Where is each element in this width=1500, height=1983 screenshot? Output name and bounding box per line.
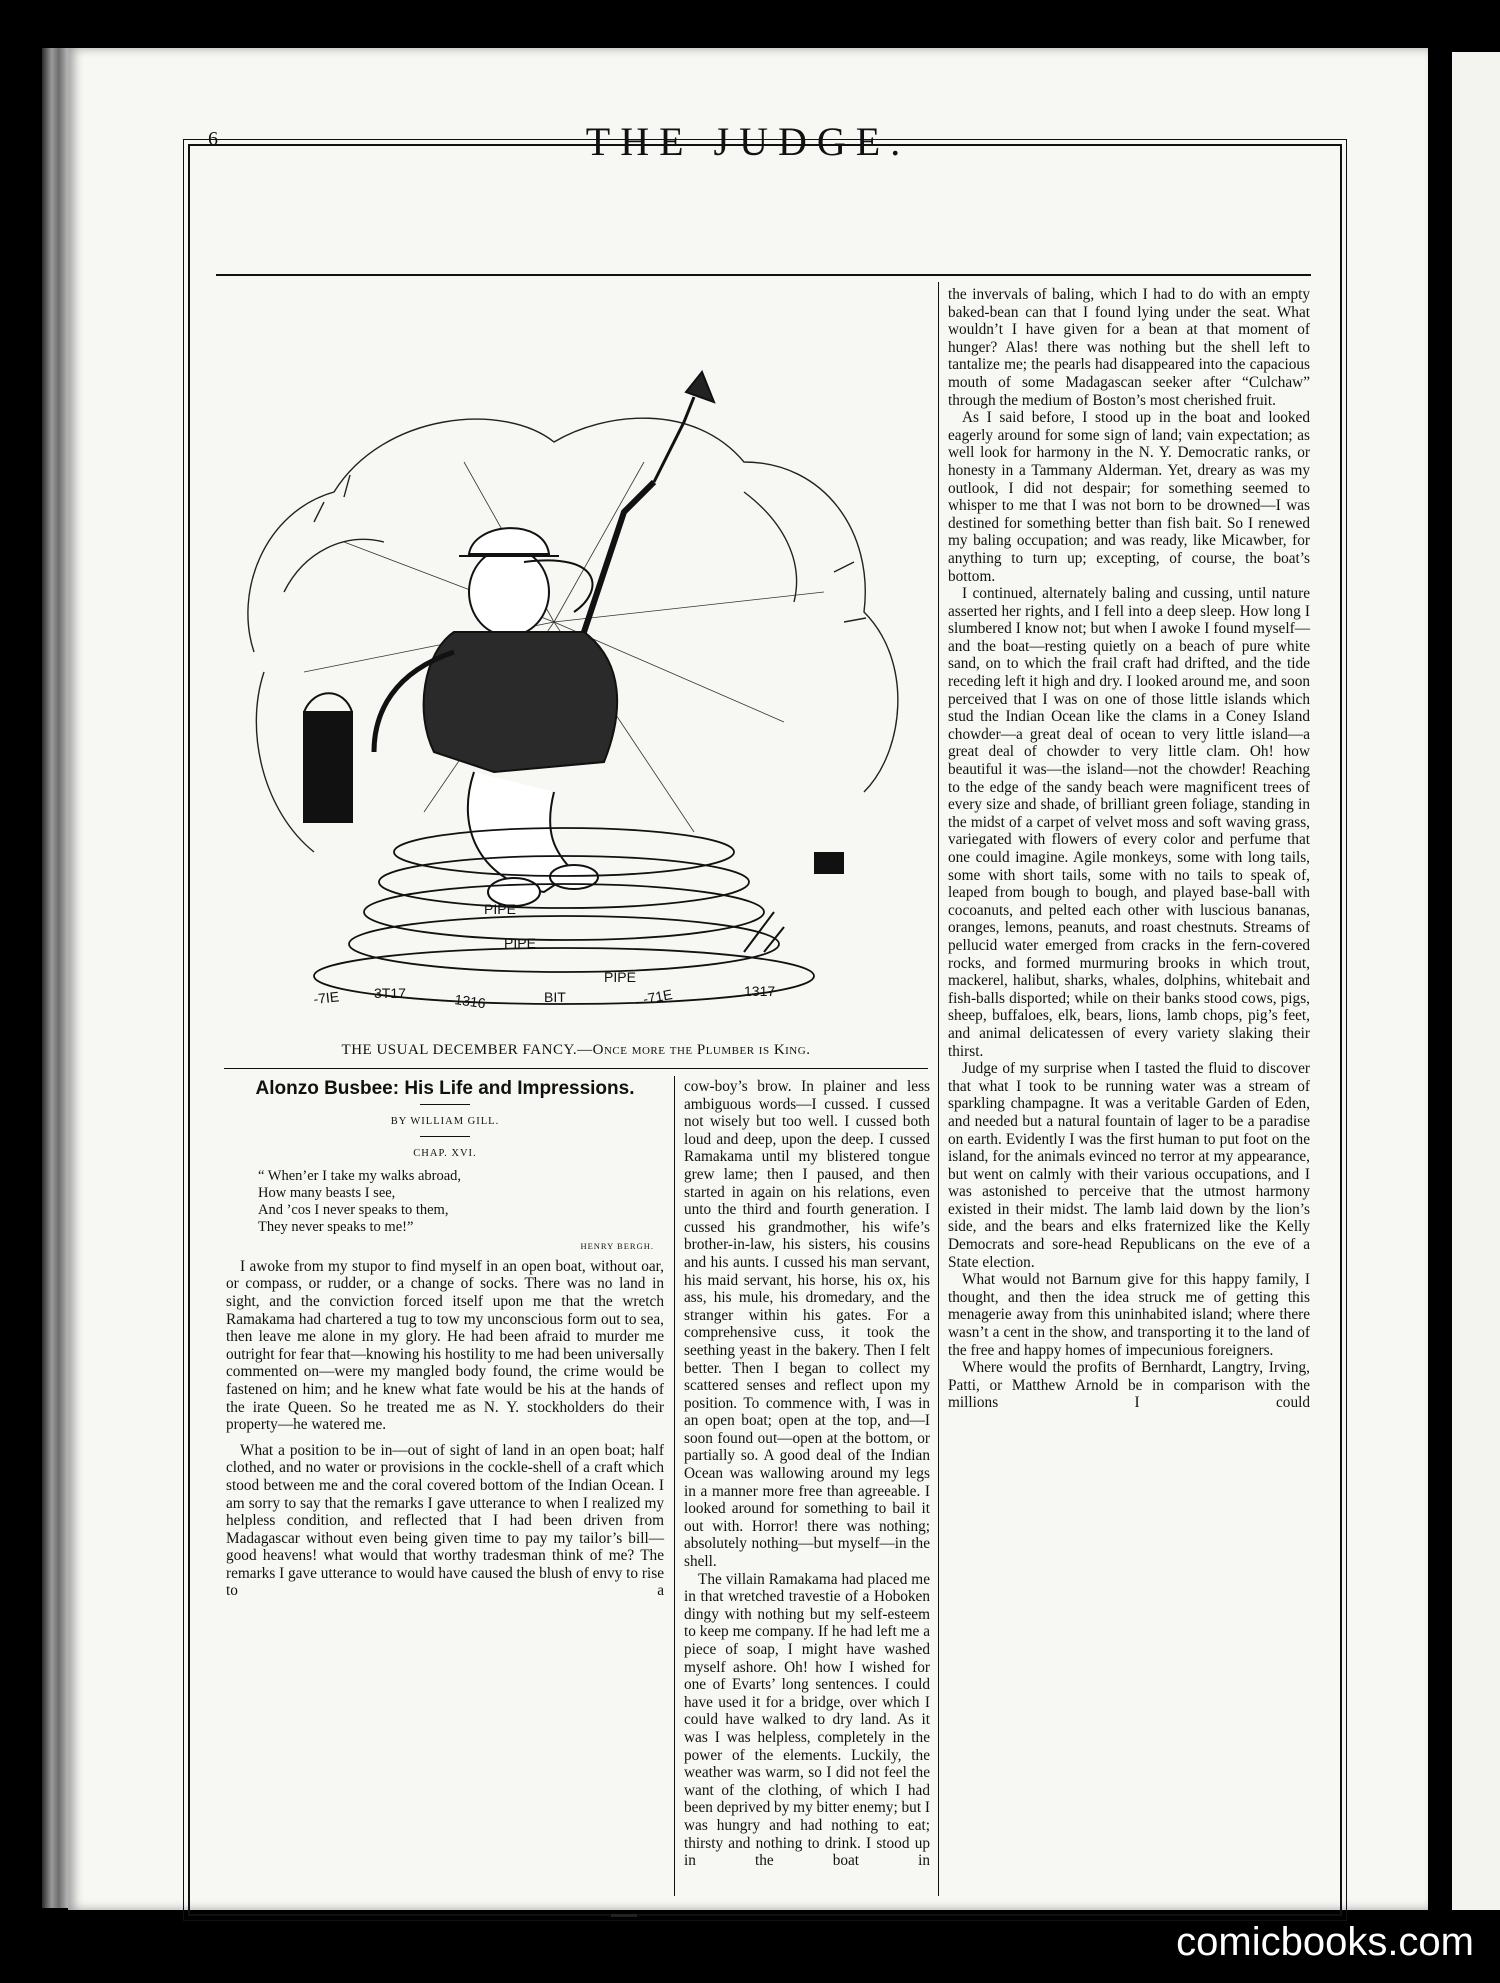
scrawl-label: 3T17 <box>374 985 406 1001</box>
verse-line: And ’cos I never speaks to them, <box>258 1202 449 1219</box>
cartoon-illustration <box>224 292 928 1014</box>
paragraph: I continued, alternately baling and cussing, until nature asserted her rights, and I fell into a deep sleep. How long I slumbered I know not; but when I awoke I found myself—and the boat—resting quietly on a beach of pure white sand, on to which the frail craft had drifted, and the tide receding left it high and dry. I looked around me, and soon perceived that I was on one of those little islands which stud the Indian Ocean like the clams in a Coney Island chowder—a great deal of ocean to very little island—a great deal of chowder to very little clam. Oh! how beautiful it was—the island—not the chowder! Reaching to the edge of the sandy beach were magnificent trees of every size and shade, of brilliant green foliage, standing in the midst of a carpet of velvet moss and soft waving grass, variegated with flowers of every color and perfume that one could imagine. Agile monkeys, some with long tails, some with short tails, some with no tails to speak of, leaped from bough to bough, and played base-ball with cocoanuts, and pelted each other with luscious bananas, oranges, lemons, peanuts, and roast chestnuts. Streams of pellucid water emerged from cracks in the fern-covered rocks, and formed murmuring brooks in which trout, mackerel, halibut, sharks, whales, dolphins, whitebait and fish-balls disported; while on their banks stood cows, pigs, sheep, buffaloes, elk, bears, lions, lamb chops, pig’s feet, and animal delicatessen of every variety slaking their thirst. <box>948 585 1310 1060</box>
article-column-2 <box>684 1078 930 1870</box>
page-frame <box>188 144 1342 1916</box>
paragraph: I awoke from my stupor to find myself in an open boat, without oar, or compass, or rudder, or a change of socks. There was no land in sight, and the conviction forced itself upon me that the wretch Ramakama had chartered a tug to tow my unconscious form out to sea, then leave me alone in my glory. He had been afraid to murder me outright for fear that—knowing his hostility to me had been universally commented on—were my mangled body found, the crime would be fastened on him; and he knew what fate would be his at the hands of the irate Queen. So he treated me as N. Y. stockholders do their property—he watered me. <box>226 1257 664 1434</box>
scrawl-label: PIPE <box>504 935 536 951</box>
caption-rule <box>224 1068 928 1069</box>
article-column-1 <box>226 1078 664 1600</box>
article-byline: BY WILLIAM GILL. <box>390 1116 500 1127</box>
paragraph: As I said before, I stood up in the boat and looked eagerly around for some sign of land; vain expectation; as well look for harmony in the N. Y. Democratic ranks, or honesty in a Tammany Alderman. Yet, dreary as was my outlook, I did not despair; for something seemed to whisper to me that I was not born to be drowned—I was destined for something better than fish bait. So I renewed my baling occupation; and was ready, like Micawber, for anything to turn up; excepting, of course, the boat’s bottom. <box>948 409 1310 585</box>
masthead-rule <box>216 274 1311 276</box>
epigraph-verse <box>258 1168 664 1236</box>
paragraph: Where would the profits of Bernhardt, Langtry, Irving, Patti, or Matthew Arnold be in comparison with the millions I could <box>948 1359 1310 1412</box>
title-rule <box>420 1104 470 1105</box>
paragraph: the invervals of baling, which I had to do with an empty baked-bean can that I found lying under the seat. What wouldn’t I have given for a bean at that moment of hunger? Alas! there was nothing but the shell left to tantalize me; the pearls had disappeared into the capacious mouth of some Madagascan seeker after “Culchaw” through the medium of Boston’s most cherished fruit. <box>948 286 1310 409</box>
paragraph: cow-boy’s brow. In plainer and less ambiguous words—I cussed. I cussed not wisely but too well. I cussed both loud and deep, upon the deep. I cussed Ramakama until my blistered tongue grew lame; then I paused, and then started in again on his relations, even unto the third and fourth generation. I cussed his grandmother, his wife’s brother-in-law, his sisters, his cousins and his aunts. I cussed his man servant, his maid servant, his horse, his ox, his ass, his mule, his dromedary, and the stranger within his gates. For a comprehensive cuss, it took the seething yeast in the bakery. Then I felt better. Then I began to collect my scattered senses and reflect upon my position. To commence with, I was in an open boat; open at the top, and—I soon found out—open at the bottom, or partially so. A good deal of the Indian Ocean was wallowing around my legs in a manner more free than agreeable. I looked around for something to bail it out with. Horror! there was nothing; absolutely nothing—but myself—in the shell. <box>684 1078 930 1571</box>
verse-line: “ When’er I take my walks abroad, <box>258 1168 462 1185</box>
paragraph: What would not Barnum give for this happy family, I thought, and then the idea struck me of getting this menagerie away from this uninhabited island; where there wasn’t a cent in the show, and transporting it to the land of the free and happy homes of impecunious foreigners. <box>948 1271 1310 1359</box>
book-binding <box>42 48 70 1908</box>
article-title: Alonzo Busbee: His Life and Impressions. <box>255 1078 635 1099</box>
scrawl-label: PIPE <box>484 901 516 917</box>
caption-title: THE USUAL DECEMBER FANCY. <box>341 1042 578 1058</box>
plumber-king-cartoon-icon <box>224 292 928 1014</box>
adjacent-page-edge <box>1452 52 1500 1910</box>
article-column-3 <box>948 286 1310 1412</box>
column-divider <box>938 282 939 1896</box>
scrawl-label: -7IE <box>312 988 340 1007</box>
verse-line: They never speaks to me!” <box>258 1219 414 1236</box>
verse-attribution: HENRY BERGH. <box>580 1241 654 1252</box>
column-divider <box>674 1076 675 1896</box>
scrawl-label: -71E <box>641 986 674 1007</box>
paragraph: What a position to be in—out of sight of land in an open boat; half clothed, and no water or provisions in the cockle-shell of a craft which stood between me and the coral covered bottom of the Indian Ocean. I am sorry to say that the remarks I gave utterance to when I realized my helpless condition, and reflected that I had been driven from Madagascar without even being given time to pay my tailor’s bill—good heavens! what would that worthy tradesman think of me? The remarks I gave utterance to would have caused the blush of envy to rise to a <box>226 1441 664 1600</box>
chapter-heading: CHAP. XVI. <box>413 1147 477 1159</box>
magazine-page <box>68 48 1428 1910</box>
byline-rule <box>420 1136 470 1137</box>
scrawl-label: 1316 <box>453 991 487 1012</box>
caption-subtitle: —Once more the Plumber is King. <box>577 1042 811 1058</box>
scrawl-label: PIPE <box>604 969 636 985</box>
page-number: 6 <box>208 128 218 150</box>
verse-line: How many beasts I see, <box>258 1185 396 1202</box>
site-watermark: comicbooks.com <box>1176 1920 1474 1964</box>
paragraph: The villain Ramakama had placed me in that wretched travestie of a Hoboken dingy with nothing but my self-esteem to keep me company. If he had left me a piece of soap, I might have washed myself ashore. Oh! how I wished for one of Evarts’ long sentences. I could have used it for a bridge, over which I could have walked to dry land. As it was I was helpless, completely in the power of the elements. Luckily, the weather was warm, so I did not feel the want of the clothing, of which I had been deprived by my bitter enemy; but I was hungry and had nothing to eat; thirsty and nothing to drink. I stood up in the boat in <box>684 1570 930 1870</box>
masthead-title: THE JUDGE. <box>585 119 911 164</box>
paragraph: Judge of my surprise when I tasted the fluid to discover that what I took to be running water was a stream of sparkling champagne. It was a veritable Garden of Eden, and needed but a natural fountain of lager to be a paradise on earth. Evidently I was the first human to put foot on the island, for the animals evinced no terror at my appearance, but went on calmly with their various occupations, and I was astonished to perceive that the utmost harmony existed in their midst. The lamb laid down by the lion’s side, and the bears and elks fraternized like the Kelly Democrats and sore-head Republicans on the eve of a State election. <box>948 1060 1310 1271</box>
scrawl-label: 1317 <box>744 983 776 999</box>
illustration-caption <box>224 1042 928 1059</box>
scrawl-label: BIT <box>544 989 566 1005</box>
printer-mark <box>611 1914 637 1917</box>
